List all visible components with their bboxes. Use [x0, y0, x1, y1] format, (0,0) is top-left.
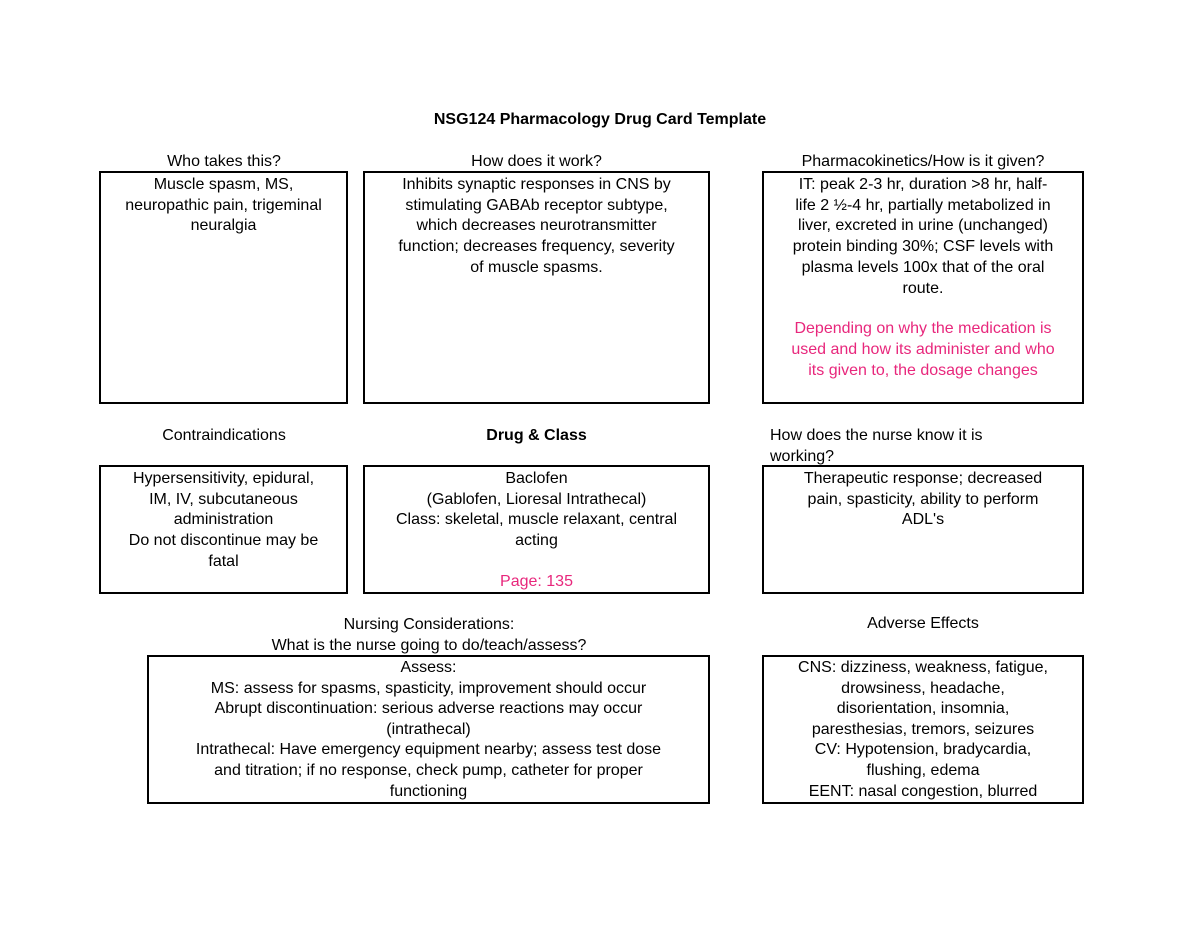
- text-line: ADL's: [901, 511, 945, 529]
- text-line: EENT: nasal congestion, blurred: [808, 782, 1038, 800]
- text-line: administration: [173, 511, 274, 529]
- drug-class-box: [363, 465, 710, 594]
- page-reference: Page: 135: [500, 572, 573, 590]
- text-line: plasma levels 100x that of the oral: [801, 258, 1045, 276]
- text-line: CV: Hypotension, bradycardia,: [814, 741, 1032, 759]
- pharmacokinetics-label: Pharmacokinetics/How is it given?: [801, 153, 1045, 170]
- text-line: liver, excreted in urine (unchanged): [798, 217, 1048, 235]
- text-line: CNS: dizziness, weakness, fatigue,: [798, 659, 1048, 676]
- text-line: protein binding 30%; CSF levels with: [792, 238, 1054, 256]
- text-line: Class: skeletal, muscle relaxant, central: [396, 511, 677, 529]
- text-line: pain, spasticity, ability to perform: [807, 490, 1039, 508]
- text-line: (intrathecal): [386, 720, 471, 738]
- text-line: Inhibits synaptic responses in CNS by: [402, 176, 671, 193]
- text-line: Assess:: [400, 659, 457, 676]
- contraindications-label: Contraindications: [162, 427, 286, 444]
- text-line: stimulating GABAb receptor subtype,: [405, 196, 668, 214]
- label-line: How does the nurse know it is: [770, 427, 983, 444]
- nursing-considerations-box: [147, 655, 710, 804]
- text-line: Abrupt discontinuation: serious adverse reactions may occur: [214, 700, 643, 718]
- dosage-note-line: used and how its administer and who: [791, 340, 1055, 358]
- text-line: functioning: [389, 782, 468, 800]
- text-line: Muscle spasm, MS,: [153, 176, 294, 193]
- text-line: IT: peak 2-3 hr, duration >8 hr, half-: [798, 176, 1048, 193]
- nurse-know-label: [770, 426, 1090, 467]
- spacer: [772, 299, 1074, 319]
- text-line: flushing, edema: [866, 761, 980, 779]
- dosage-note-line: its given to, the dosage changes: [808, 361, 1038, 379]
- label-line: What is the nurse going to do/teach/assess?: [271, 637, 587, 654]
- text-line: Intrathecal: Have emergency equipment nearby; assess test dose: [195, 741, 662, 759]
- dosage-note-line: Depending on why the medication is: [794, 320, 1052, 338]
- text-line: Therapeutic response; decreased: [803, 470, 1043, 487]
- drug-name: Baclofen: [505, 470, 568, 487]
- adverse-effects-label: Adverse Effects: [867, 615, 979, 632]
- label-line: Nursing Considerations:: [343, 616, 515, 633]
- text-line: which decreases neurotransmitter: [416, 217, 657, 235]
- nurse-know-box: [762, 465, 1084, 594]
- contraindications-box: [99, 465, 348, 594]
- text-line: paresthesias, tremors, seizures: [811, 720, 1035, 738]
- spacer: [373, 552, 700, 572]
- text-line: MS: assess for spasms, spasticity, improvement should occur: [210, 679, 647, 697]
- how-work-label: How does it work?: [471, 153, 602, 170]
- text-line: neuropathic pain, trigeminal: [125, 196, 322, 214]
- text-line: function; decreases frequency, severity: [398, 238, 675, 256]
- drug-class-label: Drug & Class: [486, 427, 587, 444]
- who-takes-box: [99, 171, 348, 404]
- nursing-considerations-label: [148, 614, 710, 656]
- who-takes-label: Who takes this?: [167, 153, 281, 170]
- adverse-effects-box: [762, 655, 1084, 804]
- text-line: disorientation, insomnia,: [836, 700, 1010, 718]
- text-line: fatal: [208, 552, 239, 570]
- text-line: of muscle spasms.: [470, 258, 603, 276]
- pharmacokinetics-box: [762, 171, 1084, 404]
- text-line: (Gablofen, Lioresal Intrathecal): [426, 490, 647, 508]
- text-line: Do not discontinue may be: [128, 532, 319, 550]
- text-line: route.: [902, 279, 944, 297]
- text-line: neuralgia: [190, 217, 257, 235]
- text-line: Hypersensitivity, epidural,: [132, 470, 315, 487]
- text-line: acting: [515, 532, 558, 550]
- text-line: drowsiness, headache,: [841, 679, 1005, 697]
- text-line: IM, IV, subcutaneous: [149, 490, 298, 508]
- label-line: working?: [770, 447, 835, 465]
- text-line: life 2 ½-4 hr, partially metabolized in: [795, 196, 1051, 214]
- text-line: and titration; if no response, check pump, catheter for proper: [214, 761, 643, 779]
- page-title: NSG124 Pharmacology Drug Card Template: [433, 111, 767, 128]
- how-work-box: [363, 171, 710, 404]
